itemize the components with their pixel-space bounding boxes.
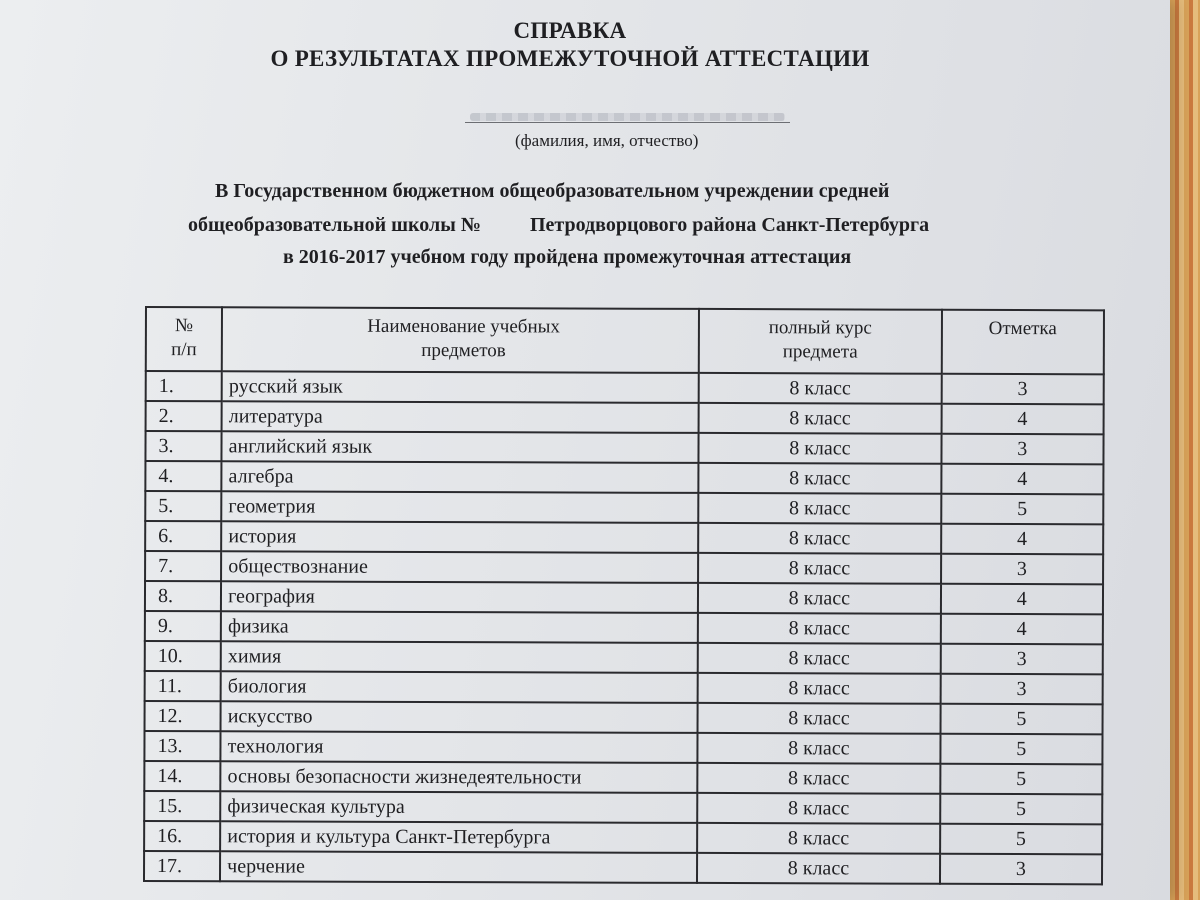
- row-course: 8 класс: [697, 853, 940, 884]
- row-mark: 4: [941, 524, 1103, 555]
- school-line-2b: Петродворцового района Санкт-Петербурга: [530, 214, 930, 236]
- row-mark: 5: [940, 734, 1102, 765]
- row-course: 8 класс: [699, 433, 942, 464]
- table-header-row: [146, 307, 1104, 374]
- row-number: 10.: [145, 641, 221, 671]
- row-number: 8.: [145, 581, 221, 611]
- row-subject: география: [221, 581, 698, 613]
- row-mark: 4: [941, 464, 1103, 495]
- row-course: 8 класс: [699, 373, 942, 404]
- grades-body: [144, 371, 1104, 884]
- row-subject: обществознание: [221, 551, 698, 583]
- row-subject: физика: [221, 611, 698, 643]
- row-mark: 3: [940, 644, 1102, 675]
- row-mark: 3: [941, 374, 1103, 405]
- table-row: [146, 371, 1104, 404]
- row-course: 8 класс: [698, 733, 941, 764]
- table-row: [145, 641, 1103, 674]
- name-caption: (фамилия, имя, отчество): [515, 131, 699, 150]
- row-number: 1.: [146, 371, 222, 401]
- table-row: [145, 461, 1103, 494]
- row-subject: физическая культура: [220, 791, 697, 823]
- row-course: 8 класс: [698, 463, 941, 494]
- row-subject: английский язык: [222, 431, 699, 463]
- row-subject: основы безопасности жизнедеятельности: [220, 761, 697, 793]
- row-subject: алгебра: [222, 461, 699, 493]
- document-title: СПРАВКА: [513, 18, 627, 43]
- row-mark: 3: [940, 854, 1102, 885]
- table-row: [145, 701, 1103, 734]
- table-row: [144, 761, 1102, 794]
- row-course: 8 класс: [698, 703, 941, 734]
- row-mark: 5: [940, 824, 1102, 855]
- row-course: 8 класс: [698, 583, 941, 614]
- table-row: [145, 551, 1103, 584]
- row-mark: 3: [941, 554, 1103, 585]
- row-mark: 5: [940, 794, 1102, 825]
- row-number: 12.: [145, 701, 221, 731]
- row-course: 8 класс: [698, 523, 941, 554]
- table-row: [145, 521, 1103, 554]
- row-course: 8 класс: [698, 613, 941, 644]
- table-row: [144, 791, 1102, 824]
- row-number: 3.: [145, 431, 221, 461]
- header-subject: Наименование учебных предметов: [222, 307, 699, 373]
- row-mark: 4: [940, 614, 1102, 645]
- table-row: [145, 611, 1103, 644]
- row-course: 8 класс: [699, 403, 942, 434]
- row-subject: технология: [221, 731, 698, 763]
- row-course: 8 класс: [697, 793, 940, 824]
- row-number: 15.: [144, 791, 220, 821]
- school-line-1: В Государственном бюджетном общеобразовательном учреждении средней: [215, 180, 890, 202]
- table-row: [144, 731, 1102, 764]
- row-subject: русский язык: [222, 371, 699, 403]
- school-line-3: в 2016-2017 учебном году пройдена промежуточная аттестация: [283, 246, 852, 268]
- row-course: 8 класс: [697, 763, 940, 794]
- row-subject: черчение: [220, 851, 697, 883]
- table-row: [145, 491, 1103, 524]
- redacted-name: [470, 113, 785, 121]
- row-number: 17.: [144, 851, 220, 881]
- row-number: 6.: [145, 521, 221, 551]
- grades-table: [143, 306, 1105, 885]
- table-row: [145, 581, 1103, 614]
- row-subject: геометрия: [221, 491, 698, 523]
- table-row: [146, 401, 1104, 434]
- row-mark: 5: [941, 494, 1103, 525]
- row-number: 11.: [145, 671, 221, 701]
- row-number: 13.: [144, 731, 220, 761]
- row-number: 4.: [145, 461, 221, 491]
- row-course: 8 класс: [698, 493, 941, 524]
- row-number: 7.: [145, 551, 221, 581]
- row-course: 8 класс: [698, 673, 941, 704]
- row-mark: 5: [940, 704, 1102, 735]
- row-number: 16.: [144, 821, 220, 851]
- row-number: 2.: [146, 401, 222, 431]
- table-row: [144, 821, 1102, 854]
- name-underline: [465, 122, 790, 123]
- table-row: [145, 431, 1103, 464]
- row-course: 8 класс: [698, 643, 941, 674]
- header-num: № п/п: [146, 307, 222, 371]
- row-subject: история и культура Санкт-Петербурга: [220, 821, 697, 853]
- header-course: полный курс предмета: [699, 309, 942, 374]
- row-subject: искусство: [221, 701, 698, 733]
- row-mark: 3: [941, 434, 1103, 465]
- table-row: [145, 671, 1103, 704]
- row-mark: 4: [941, 404, 1103, 435]
- row-subject: история: [221, 521, 698, 553]
- row-subject: биология: [221, 671, 698, 703]
- row-mark: 3: [940, 674, 1102, 705]
- row-number: 14.: [144, 761, 220, 791]
- row-subject: химия: [221, 641, 698, 673]
- school-line-2a: общеобразовательной школы №: [188, 214, 481, 236]
- row-course: 8 класс: [697, 823, 940, 854]
- document-subtitle: О РЕЗУЛЬТАТАХ ПРОМЕЖУТОЧНОЙ АТТЕСТАЦИИ: [270, 46, 870, 71]
- row-course: 8 класс: [698, 553, 941, 584]
- table-row: [144, 851, 1102, 884]
- row-mark: 5: [940, 764, 1102, 795]
- header-mark: Отметка: [941, 310, 1104, 375]
- row-subject: литература: [222, 401, 699, 433]
- row-number: 5.: [145, 491, 221, 521]
- row-number: 9.: [145, 611, 221, 641]
- row-mark: 4: [941, 584, 1103, 615]
